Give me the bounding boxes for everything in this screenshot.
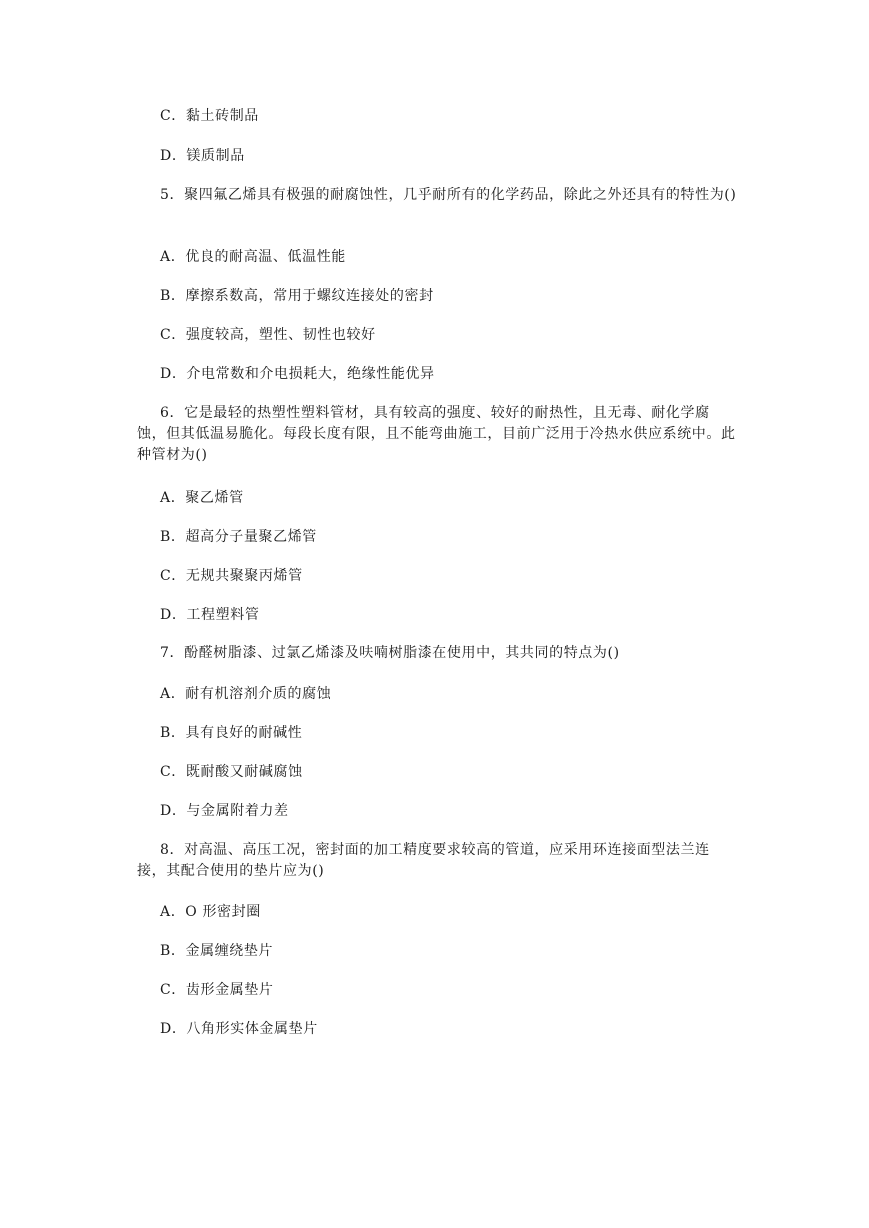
question-6: 6．它是最轻的热塑性塑料管材，具有较高的强度、较好的耐热性，且无毒、耐化学腐蚀，但其低温易脆化。每段长度有限，且不能弯曲施工，目前广泛用于冷热水供应系统中。此种管材为() xyxy=(137,405,736,463)
option-d-q5: D．介电常数和介电损耗大，绝缘性能优异 xyxy=(160,366,435,382)
option-d-q4: D．镁质制品 xyxy=(160,148,245,164)
option-a-q6: A．聚乙烯管 xyxy=(160,490,244,506)
option-b-q5: B．摩擦系数高，常用于螺纹连接处的密封 xyxy=(160,288,434,304)
option-d-q8: D．八角形实体金属垫片 xyxy=(160,1021,318,1037)
option-a-q7: A．耐有机溶剂介质的腐蚀 xyxy=(160,686,332,702)
option-a-q5: A．优良的耐高温、低温性能 xyxy=(160,249,346,265)
option-b-q8: B．金属缠绕垫片 xyxy=(160,943,274,959)
option-b-q6: B．超高分子量聚乙烯管 xyxy=(160,529,317,545)
option-c-q8: C．齿形金属垫片 xyxy=(160,982,274,998)
option-c-q5: C．强度较高，塑性、韧性也较好 xyxy=(160,327,376,343)
option-b-q7: B．具有良好的耐碱性 xyxy=(160,725,303,741)
option-c-q7: C．既耐酸又耐碱腐蚀 xyxy=(160,764,303,780)
question-7: 7．酚醛树脂漆、过氯乙烯漆及呋喃树脂漆在使用中，其共同的特点为() xyxy=(160,645,620,661)
option-d-q6: D．工程塑料管 xyxy=(160,607,260,623)
option-d-q7: D．与金属附着力差 xyxy=(160,803,289,819)
option-c-q6: C．无规共聚聚丙烯管 xyxy=(160,568,303,584)
question-8: 8．对高温、高压工况，密封面的加工精度要求较高的管道，应采用环连接面型法兰连接，其配合使用的垫片应为() xyxy=(137,842,710,879)
question-5: 5．聚四氟乙烯具有极强的耐腐蚀性，几乎耐所有的化学药品，除此之外还具有的特性为() xyxy=(160,187,737,203)
option-c-q4: C．黏土砖制品 xyxy=(160,108,259,124)
option-a-q8: A．O 形密封圈 xyxy=(160,904,261,920)
